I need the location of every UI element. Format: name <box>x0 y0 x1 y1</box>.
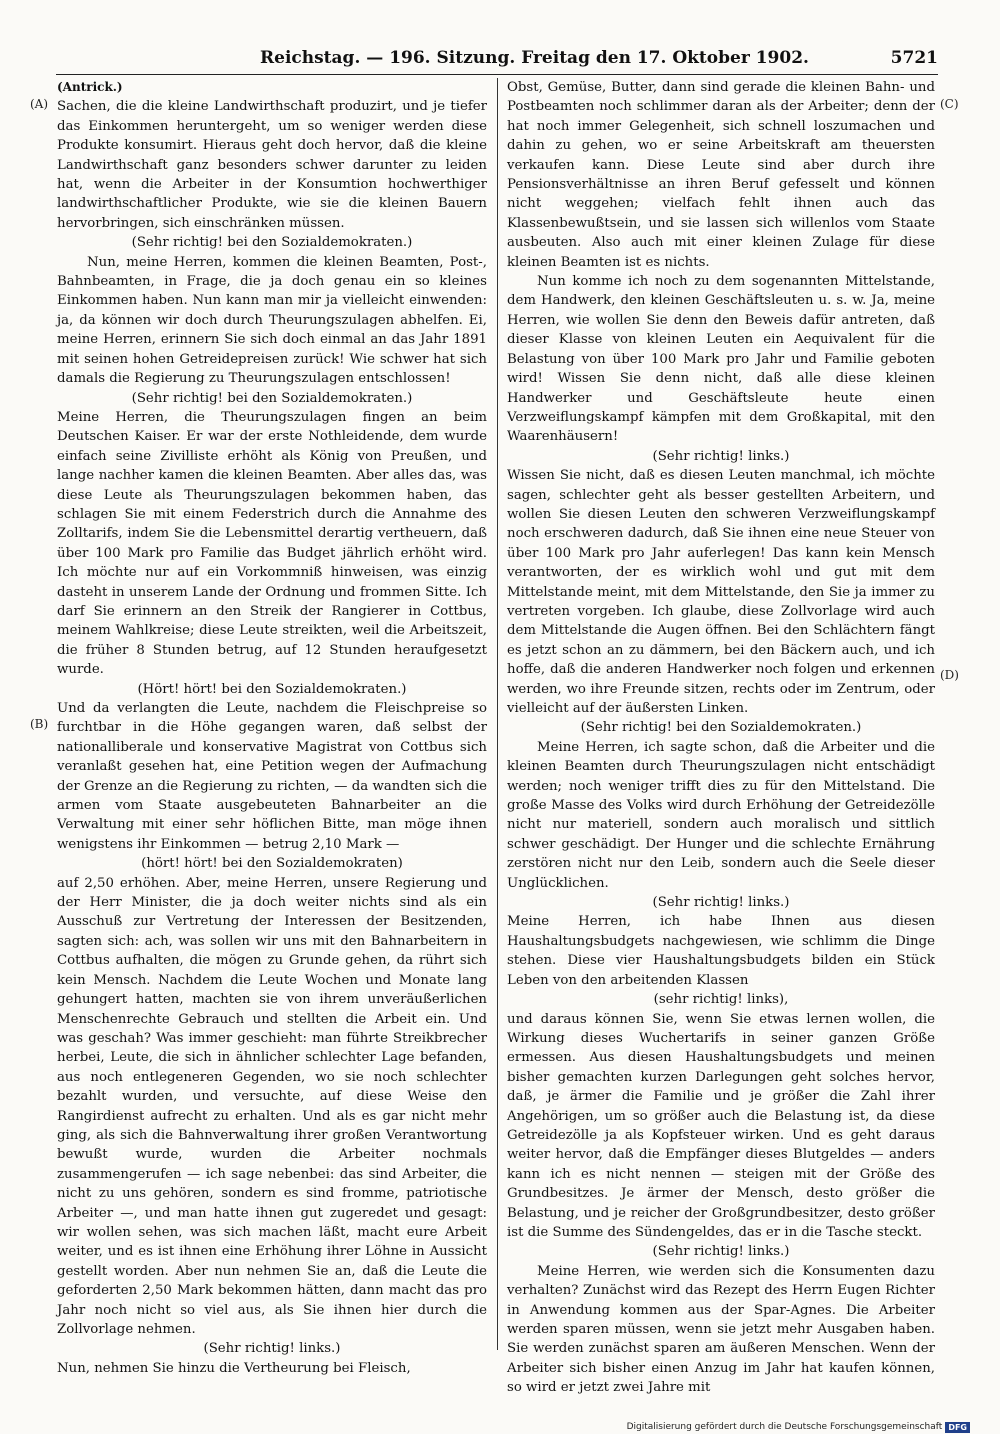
right-column-paragraph: Meine Herren, ich habe Ihnen aus diesen Haushaltungsbudgets nachgewiesen, wie schlimm die Dinge stehen. Diese vier Haushaltungsbudgets bilden ein Stück Leben von den arbeitenden Klassen <box>507 914 935 988</box>
margin-mark-d: (D) <box>940 668 959 682</box>
column-divider <box>497 78 498 1350</box>
page-footer <box>627 1421 970 1433</box>
left-column <box>57 78 487 1376</box>
right-column <box>507 78 935 1396</box>
dfg-logo: DFG <box>945 1422 970 1433</box>
digitization-credit: Digitalisierung gefördert durch die Deutsche Forschungsgemeinschaft <box>626 1422 943 1432</box>
left-column-interjection: (Sehr richtig! bei den Sozialdemokraten.) <box>131 390 413 406</box>
margin-mark-c: (C) <box>940 97 959 111</box>
right-column-paragraph: Meine Herren, wie werden sich die Konsumenten dazu verhalten? Zunächst wird das Rezept des Herrn Eugen Richter in Anwendung kommen aus der Spar-Agnes. Die Arbeiter werden sparen müssen, wenn sie jetzt mehr Ausgaben haben. Sie werden zunächst sparen am äußeren Menschen. Wenn der Arbeiter sich bisher einen Anzug im Jahr hat kaufen können, so wird er jetzt zwei Jahre mit <box>507 1263 935 1396</box>
right-column-paragraph: Wissen Sie nicht, daß es diesen Leuten manchmal, ich möchte sagen, schlechter geht als besser gestellten Arbeitern, und wollen Sie diesen Leuten den schweren Verzweiflungskampf noch erschweren dadurch, daß Sie ihnen eine neue Steuer von über 100 Mark pro Jahr auferlegen! Das kann kein Mensch verantworten, der es wirklich wohl und gut mit dem Mittelstande meint, mit dem Mittelstande, den Sie ja immer zu vertreten vorgeben. Ich glaube, diese Zollvorlage wird auch dem Mittelstande die Augen öffnen. Bei den Schlächtern fängt es jetzt schon an zu dämmern, bei den Bäckern auch, und ich hoffe, daß die anderen Handwerker noch folgen und erkennen werden, wo ihre Freunde sitzen, rechts oder im Zentrum, oder vielleicht auf der äußersten Linken. <box>507 468 935 716</box>
left-column-interjection: (hört! hört! bei den Sozialdemokraten) <box>141 856 403 872</box>
left-column-interjection: (Hört! hört! bei den Sozialdemokraten.) <box>137 681 407 697</box>
left-column-paragraph: Nun, meine Herren, kommen die kleinen Beamten, Post-, Bahnbeamten, in Frage, die ja doch genau ein so kleines Einkommen haben. Nun kann man mir ja vielleicht einwenden: ja, da können wir doch durch Theurungszulagen abhelfen. Ei, meine Herren, erinnern Sie sich doch einmal an das Jahr 1891 mit seinen hohen Getreidepreisen zurück! Wie schwer hat sich damals die Regierung zu Theurungszulagen entschlossen! <box>57 254 487 387</box>
left-column-paragraph: Und da verlangten die Leute, nachdem die Fleischpreise so furchtbar in die Höhe gegangen waren, daß selbst der nationalliberale und konservative Magistrat von Cottbus sich veranlaßt gesehen hat, eine Petition wegen der Aufmachung der Grenze an die Regierung zu richten, — da wandten sich die armen vom Staate ausgebeuteten Bahnarbeiter an die Verwaltung mit einer sehr höflichen Bitte, man möge ihnen wenigstens ihr Einkommen — betrug 2,10 Mark — <box>57 701 487 852</box>
right-column-interjection: (Sehr richtig! bei den Sozialdemokraten.) <box>580 720 862 736</box>
right-column-paragraph: Obst, Gemüse, Butter, dann sind gerade die kleinen Bahn- und Postbeamten noch schlimmer daran als der Arbeiter; denn der hat noch immer Gelegenheit, sich schnell loszumachen und dahin zu gehen, wo er seine Arbeitskraft am theuersten verkaufen kann. Diese Leute sind aber durch ihre Pensionsverhältnisse an ihren Beruf gefesselt und können nicht weggehen; vielfach fehlt ihnen auch das Klassenbewußtsein, und sie lassen sich willenlos vom Staate ausbeuten. Also auch mit einer kleinen Zulage für diese kleinen Beamten ist es nichts. <box>507 80 935 270</box>
right-column-interjection: (Sehr richtig! links.) <box>652 448 790 464</box>
margin-mark-b: (B) <box>30 717 49 731</box>
left-column-paragraph: Sachen, die die kleine Landwirthschaft produzirt, und je tiefer das Einkommen heruntergeht, um so weniger werden diese Produkte konsumirt. Hieraus geht doch hervor, daß die kleine Landwirthschaft ganz besonders schwer darunter zu leiden hat, wenn die Arbeiter in der Konsumtion hochwerthiger landwirthschaftlicher Produkte, wie sie die kleinen Bauern hervorbringen, sich einschränken müssen. <box>57 99 487 231</box>
left-column-paragraph: (Antrick.) <box>57 80 123 94</box>
right-column-interjection: (sehr richtig! links), <box>653 992 789 1008</box>
left-column-interjection: (Sehr richtig! bei den Sozialdemokraten.) <box>131 235 413 251</box>
right-column-interjection: (Sehr richtig! links.) <box>652 895 790 911</box>
right-column-interjection: (Sehr richtig! links.) <box>652 1244 790 1260</box>
right-column-paragraph: und daraus können Sie, wenn Sie etwas lernen wollen, die Wirkung dieses Wuchertarifs in seiner ganzen Größe ermessen. Aus diesen Haushaltungsbudgets und meinen bisher gemachten kurzen Darlegungen geht solches hervor, daß, je ärmer die Familie und je größer die Zahl ihrer Angehörigen, um so größer auch die Belastung ist, da diese Getreidezölle ja als Kopfsteuer wirken. Und es geht daraus weiter hervor, daß die Empfänger dieses Blutgeldes — anders kann ich es nicht nennen — steigen mit der Größe des Grundbesitzes. Je ärmer der Mensch, desto größer die Belastung, und je reicher der Großgrundbesitzer, desto größer ist die Summe des Sündengeldes, das er in die Tasche steckt. <box>507 1011 935 1240</box>
margin-mark-a: (A) <box>30 97 49 111</box>
right-column-paragraph: Meine Herren, ich sagte schon, daß die Arbeiter und die kleinen Beamten durch Theurungszulagen nicht entschädigt werden; noch weniger trifft dies zu für den Mittelstand. Die große Masse des Volks wird durch Erhöhung der Getreidezölle nicht nur materiell, sondern auch moralisch und sittlich schwer geschädigt. Der Hunger und die schlechte Ernährung zerstören nicht nur den Leib, sondern auch die Seele dieser Unglücklichen. <box>507 739 935 891</box>
left-column-paragraph: Nun, nehmen Sie hinzu die Vertheurung bei Fleisch, <box>57 1360 411 1376</box>
right-column-paragraph: Nun komme ich noch zu dem sogenannten Mittelstande, dem Handwerk, den kleinen Geschäftsleuten u. s. w. Ja, meine Herren, wie wollen Sie denn den Beweis dafür antreten, daß dieser Klasse von kleinen Leuten ein Aequivalent für die Belastung von über 100 Mark pro Jahr und Familie geboten wird! Wissen Sie denn nicht, daß alle diese kleinen Handwerker und Geschäftsleute heute einen Verzweiflungskampf kämpfen mit dem Großkapital, mit den Waarenhäusern! <box>507 274 935 445</box>
header-rule <box>56 74 938 75</box>
page-number: 5721 <box>890 48 938 68</box>
left-column-paragraph: Meine Herren, die Theurungszulagen fingen an beim Deutschen Kaiser. Er war der erste Nothleidende, dem wurde einfach seine Zivilliste erhöht als König von Preußen, und lange nachher kamen die kleinen Beamten. Aber alles das, was diese Leute als Theurungszulagen bekommen haben, das schlagen Sie mit einem Federstrich durch die Annahme des Zolltarifs, indem Sie die Lebensmittel derartig vertheuern, daß über 100 Mark pro Familie das Budget jährlich erhöht wird. Ich möchte nur auf ein Vorkommniß hinweisen, was einzig dasteht in unserem Lande der Ordnung und frommen Sitte. Ich darf Sie erinnern an den Streik der Rangierer in Cottbus, meinem Wahlkreise; diese Leute streikten, weil die Arbeitszeit, die früher 8 Stunden betrug, auf 12 Stunden heraufgesetzt wurde. <box>57 409 487 678</box>
page-header <box>56 46 938 74</box>
left-column-paragraph: auf 2,50 erhöhen. Aber, meine Herren, unsere Regierung und der Herr Minister, die ja doch weiter nichts sind als ein Ausschuß zur Vertretung der Interessen der Besitzenden, sagten sich: ach, was sollen wir uns mit den Bahnarbeitern in Cottbus aufhalten, die mögen zu Grunde gehen, da rührt sich kein Mensch. Nachdem die Leute Wochen und Monate lang gehungert hatten, machten sie von ihrem unveräußerlichen Menschenrechte Gebrauch und stellten die Arbeit ein. Und was geschah? Was immer geschieht: man führte Streikbrecher herbei, Leute, die sich in ähnlicher schlechter Lage befanden, aus noch entlegeneren Gegenden, wo sie noch schlechter bezahlt wurden, und versuchte, auf diese Weise den Rangirdienst aufrecht zu erhalten. Und als es gar nicht mehr ging, als sich die Bahnverwaltung ihrer großen Verantwortung bewußt wurde, wurden die Arbeiter nochmals zusammengerufen — ich sage nebenbei: das sind Arbeiter, die nicht zu uns gehören, sondern es sind fromme, patriotische Arbeiter —, und man hatte ihnen gut zugeredet und gesagt: wir wollen sehen, was sich machen läßt, macht eure Arbeit weiter, und es ist ihnen eine Erhöhung ihrer Löhne in Aussicht gestellt worden. Aber nun nehmen Sie an, daß die Leute die geforderten 2,50 Mark bekommen hätten, dann macht das pro Jahr noch nicht so viel aus, als Sie ihnen hier durch die Zollvorlage nehmen. <box>57 875 487 1337</box>
left-column-interjection: (Sehr richtig! links.) <box>203 1341 341 1357</box>
header-title: Reichstag. — 196. Sitzung. Freitag den 17. Oktober 1902. <box>260 48 809 68</box>
